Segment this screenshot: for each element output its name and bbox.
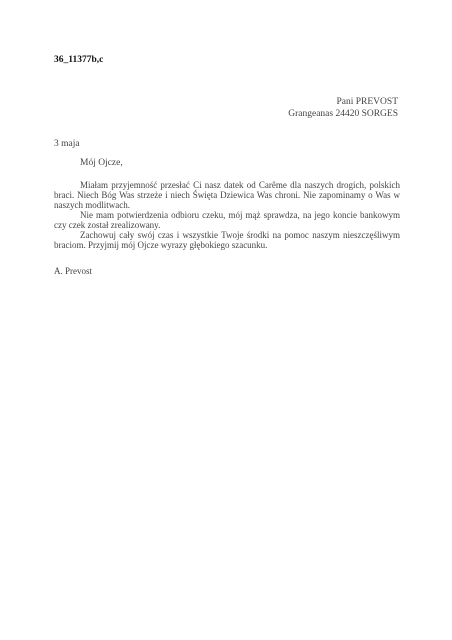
- body-paragraph: Nie mam potwierdzenia odbioru czeku, mój mąż sprawdza, na jego koncie bankowym czy czek został zrealizowany.: [54, 210, 400, 230]
- letter-greeting: Mój Ojcze,: [80, 158, 123, 168]
- letter-body: [54, 180, 400, 250]
- letter-signature: A. Prevost: [54, 266, 92, 276]
- body-paragraph: Miałam przyjemność przesłać Ci nasz datek od Carême dla naszych drogich, polskich braci. Niech Bóg Was strzeże i niech Święta Dziewica Was chroni. Nie zapominamy o Was w naszych modlitwach.: [54, 180, 400, 210]
- document-reference: 36_11377b,c: [54, 55, 104, 65]
- letter-date: 3 maja: [54, 139, 80, 149]
- recipient-address: Grangeanas 24420 SORGES: [288, 109, 398, 119]
- recipient-name: Pani PREVOST: [336, 97, 398, 107]
- recipient-block: [288, 96, 398, 120]
- body-paragraph: Zachowuj cały swój czas i wszystkie Twoje środki na pomoc naszym nieszczęśliwym braciom. Przyjmij mój Ojcze wyrazy głębokiego szacunku.: [54, 230, 400, 250]
